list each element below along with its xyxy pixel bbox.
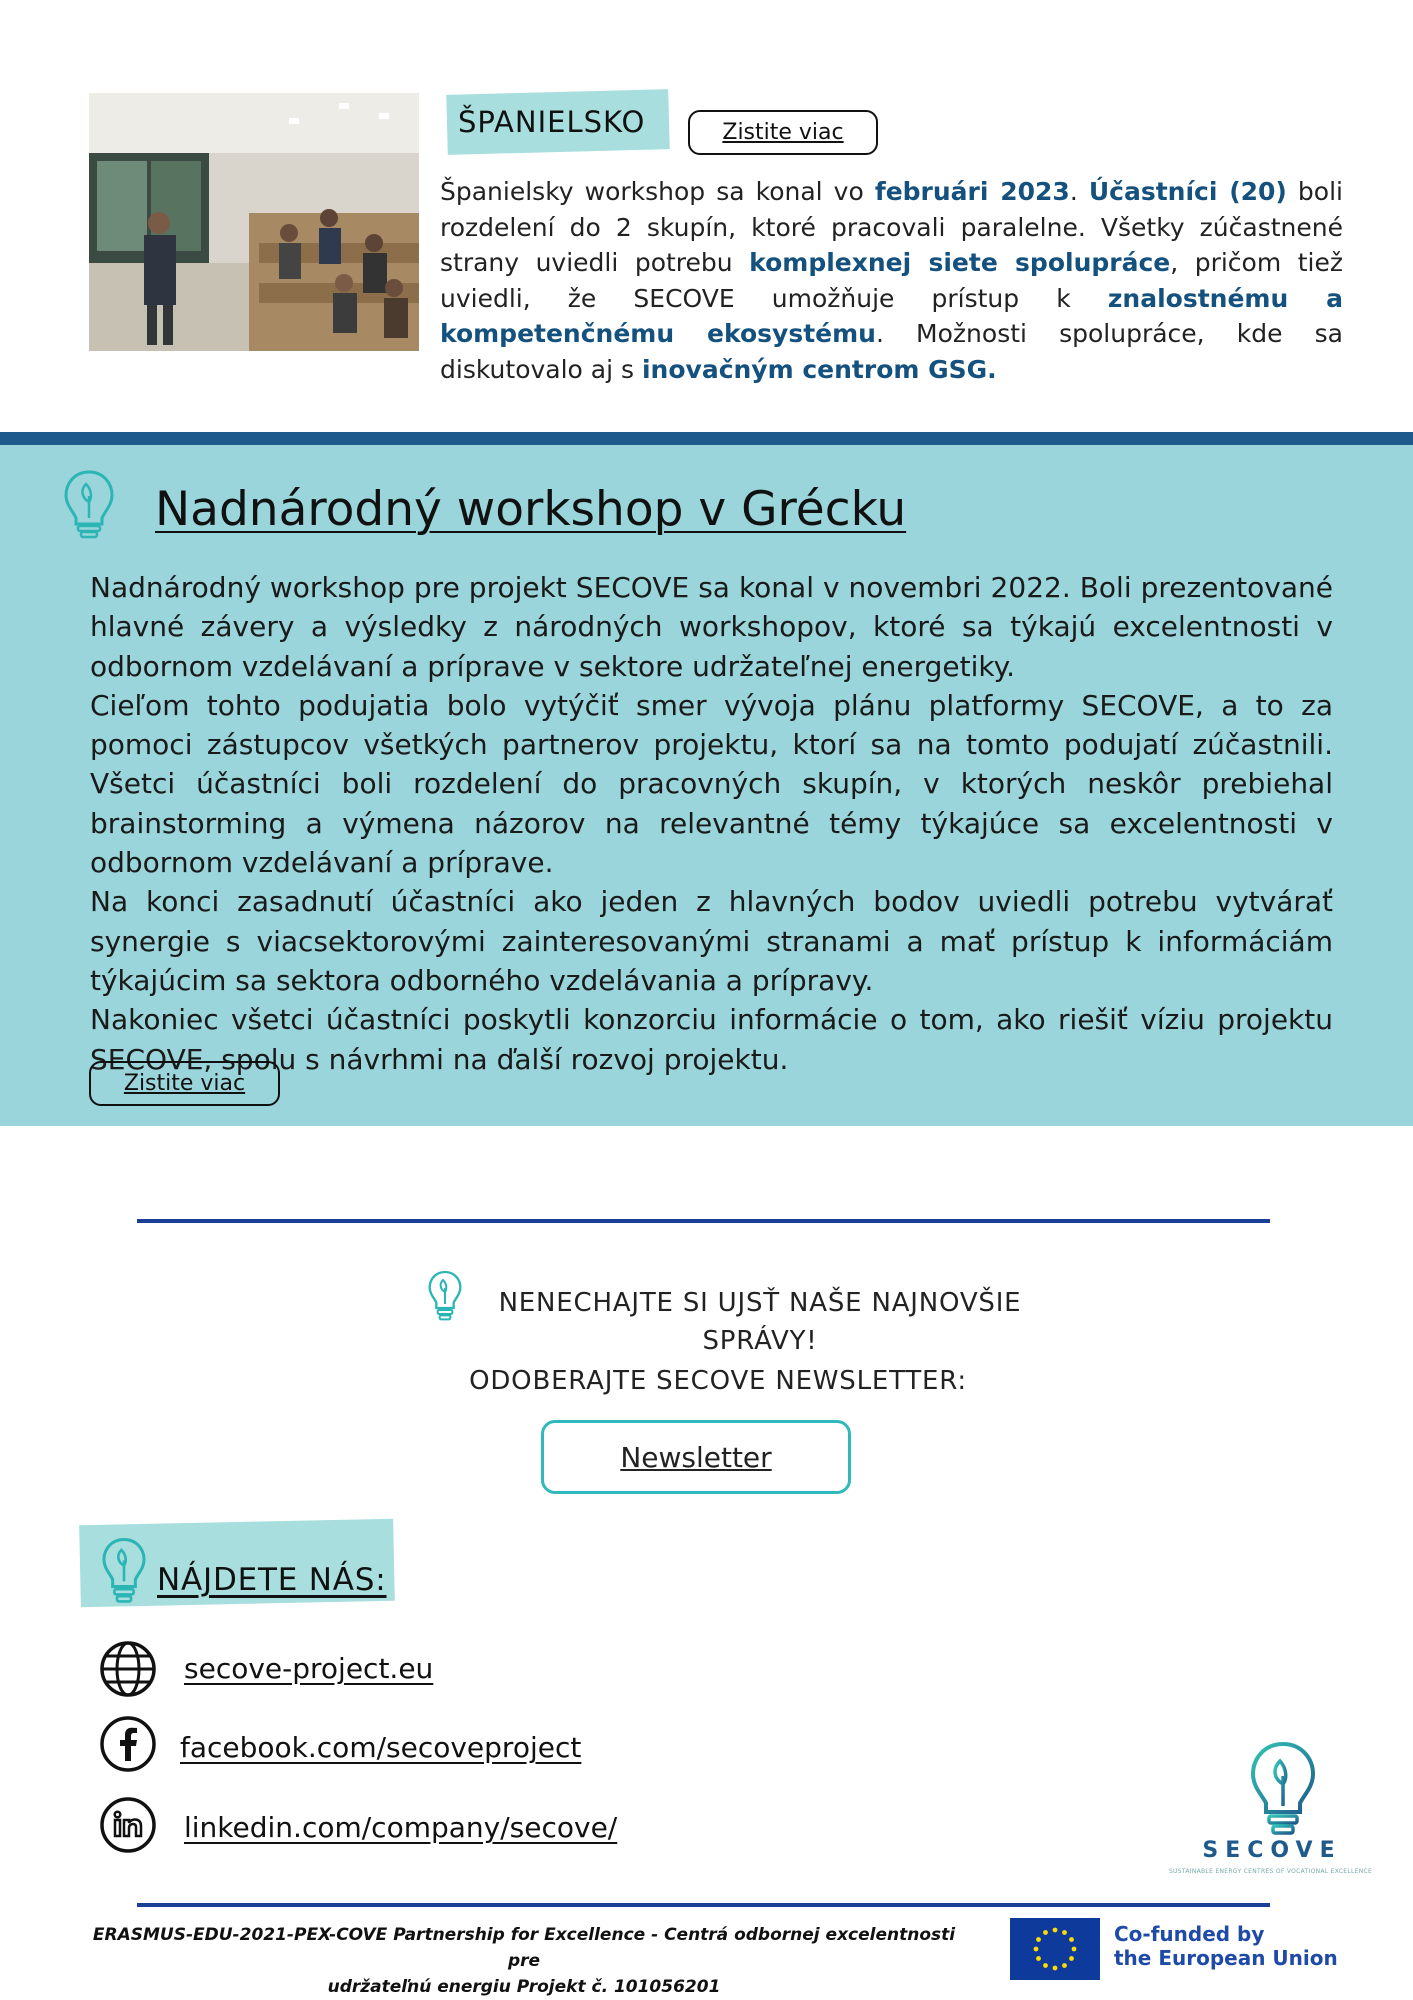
divider (137, 1219, 1270, 1223)
website-link[interactable]: secove-project.eu (184, 1652, 434, 1685)
divider (137, 1903, 1270, 1907)
linkedin-icon (99, 1796, 157, 1854)
eu-label-line-2: the European Union (1114, 1946, 1338, 1970)
greece-body (90, 568, 1333, 1079)
highlighted-text: komplexnej siete spolupráce (749, 248, 1171, 277)
spain-more-button[interactable]: Zistite viac (688, 110, 878, 155)
newsletter-line-3: ODOBERAJTE SECOVE NEWSLETTER: (469, 1366, 967, 1396)
newsletter-button[interactable]: Newsletter (541, 1420, 851, 1494)
footer-project-info (74, 1922, 974, 2000)
greece-title: Nadnárodný workshop v Grécku (155, 482, 907, 537)
workshop-photo (89, 93, 419, 351)
spain-title: ŠPANIELSKO (458, 105, 646, 139)
greece-paragraph-2: Cieľom tohto podujatia bolo vytýčiť smer vývoja plánu platformy SECOVE, a to za pomoci zástupcov všetkých partnerov projektu, ktorí sa na tomto podujatí zúčastnili. Všetci účastníci boli rozdelení do pracovných skupín, v ktorých neskôr prebiehal brainstorming a výmena názorov na relevantné témy týkajúce sa excelentnosti v odbornom vzdelávaní a príprave. (90, 688, 1333, 880)
greece-paragraph-3: Na konci zasadnutí účastníci ako jeden z hlavných bodov uviedli potrebu vytvárať synergie s viacsektorovými zainteresovanými stranami a mať prístup k informáciám týkajúcim sa sektora odborného vzdelávania a prípravy. (90, 885, 1333, 997)
footer-line-2: udržateľnú energiu Projekt č. 101056201 (327, 1977, 721, 1997)
globe-icon (99, 1640, 157, 1698)
eu-label-line-1: Co-funded by (1114, 1922, 1265, 1946)
body-text: Španielsky workshop sa konal vo (440, 177, 875, 206)
body-text: . Možnosti spolupráce, kde sa diskutovalo aj s (440, 319, 1343, 384)
greece-more-button[interactable]: Zistite viac (89, 1061, 280, 1106)
find-us-title: NÁJDETE NÁS: (157, 1562, 387, 1598)
body-text: . (1069, 177, 1089, 206)
body-text: , pričom tiež uviedli, že SECOVE umožňuje prístup k (440, 248, 1343, 313)
eu-flag-icon (1010, 1918, 1100, 1980)
section-top-rule (0, 432, 1413, 445)
linkedin-link[interactable]: linkedin.com/company/secove/ (184, 1811, 618, 1844)
spain-paragraph (440, 174, 1343, 387)
facebook-icon (99, 1715, 157, 1773)
footer-line-1: ERASMUS-EDU-2021-PEX-COVE Partnership for Excellence - Centrá odbornej excelentnosti pre (92, 1925, 956, 1971)
secove-logo-icon (1247, 1740, 1319, 1840)
highlighted-text: Účastníci (20) (1088, 177, 1287, 206)
facebook-link[interactable]: facebook.com/secoveproject (180, 1731, 582, 1764)
greece-paragraph-1: Nadnárodný workshop pre projekt SECOVE sa konal v novembri 2022. Boli prezentované hlavné závery a výsledky z národných workshopov, ktoré sa týkajú excelentnosti v odbornom vzdelávaní a príprave v sektore udržateľnej energetiky. (90, 571, 1333, 683)
newsletter-line-1: NENECHAJTE SI UJSŤ NAŠE NAJNOVŠIE (498, 1288, 1022, 1318)
greece-paragraph-4: Nakoniec všetci účastníci poskytli konzorciu informácie o tom, ako riešiť víziu projektu SECOVE, spolu s návrhmi na ďalší rozvoj projektu. (90, 1003, 1333, 1076)
secove-logo-text: SECOVE (1202, 1838, 1342, 1863)
eu-cofunded-label (1114, 1922, 1338, 1970)
secove-logo-tagline: SUSTAINABLE ENERGY CENTRES OF VOCATIONAL EXCELLENCE (1168, 1868, 1373, 1875)
newsletter-line-2: SPRÁVY! (702, 1326, 818, 1356)
lightbulb-icon (62, 468, 116, 540)
highlighted-text: znalostnému a kompetenčnému ekosystému (440, 283, 1343, 348)
highlighted-text: februári 2023 (874, 177, 1070, 206)
highlighted-text: inovačným centrom GSG. (641, 354, 997, 384)
body-text: boli rozdelení do 2 skupín, ktoré pracovali paralelne. Všetky zúčastnené strany uviedli potrebu (440, 177, 1343, 277)
lightbulb-icon (100, 1536, 148, 1604)
